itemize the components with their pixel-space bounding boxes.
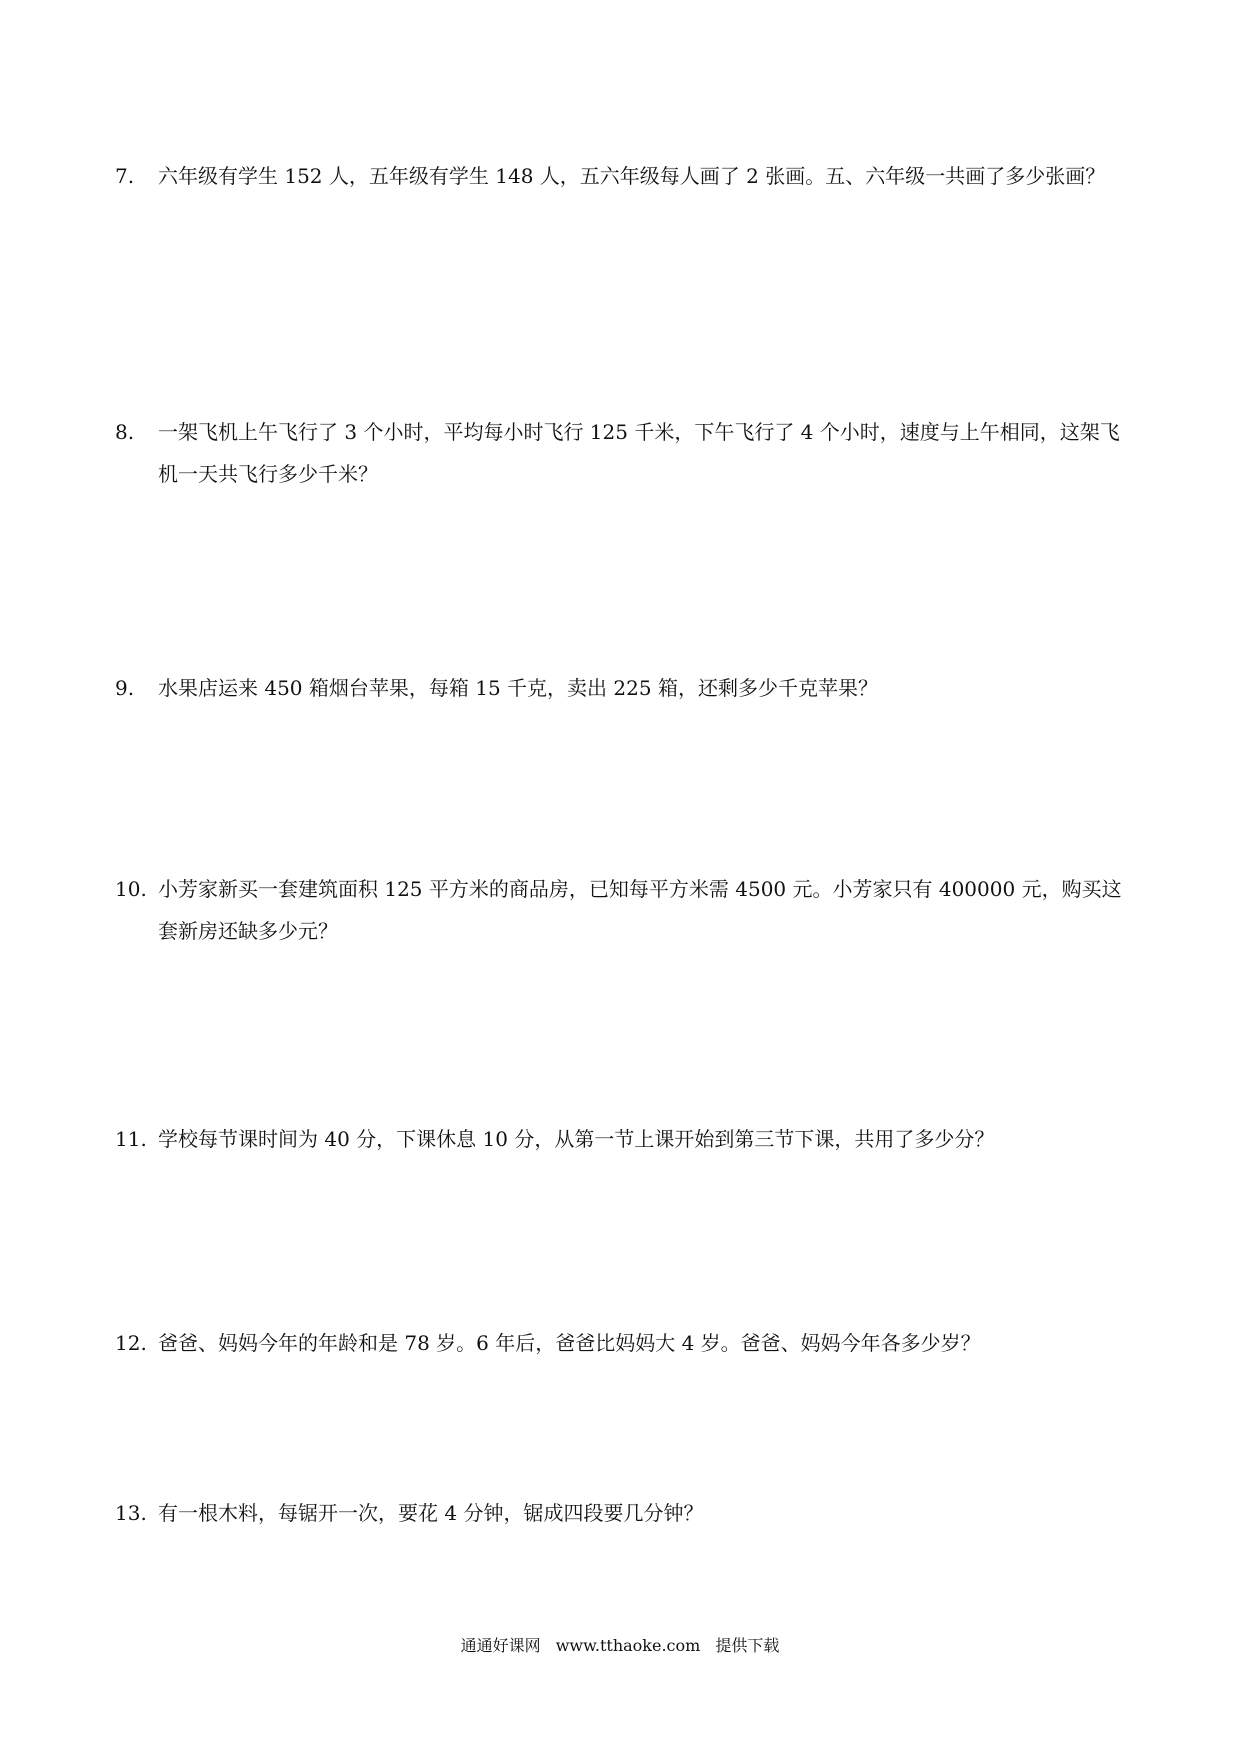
question-text: 六年级有学生 152 人，五年级有学生 148 人，五六年级每人画了 2 张画。五、六年级一共画了多少张画？ (158, 164, 1106, 188)
footer-suffix: 提供下载 (715, 1636, 780, 1655)
question-number: 11. (115, 1127, 147, 1151)
page-footer (0, 1634, 1240, 1658)
footer-url: www.tthaoke.com (555, 1636, 701, 1655)
question-text: 小芳家新买一套建筑面积 125 平方米的商品房，已知每平方米需 4500 元。小芳家只有 400000 元，购买这套新房还缺多少元？ (158, 877, 1122, 943)
question-text: 水果店运来 450 箱烟台苹果，每箱 15 千克，卖出 225 箱，还剩多少千克苹果？ (158, 676, 878, 700)
question-number: 13. (115, 1501, 147, 1525)
question-number: 9. (115, 676, 135, 700)
question-10 (115, 868, 1135, 952)
question-text: 爸爸、妈妈今年的年龄和是 78 岁。6 年后，爸爸比妈妈大 4 岁。爸爸、妈妈今年各多少岁？ (158, 1331, 981, 1355)
question-text: 有一根木料，每锯开一次，要花 4 分钟，锯成四段要几分钟？ (158, 1501, 704, 1525)
question-number: 10. (115, 877, 147, 901)
question-number: 8. (115, 420, 135, 444)
question-11 (115, 1118, 1135, 1160)
question-text: 学校每节课时间为 40 分，下课休息 10 分，从第一节上课开始到第三节下课，共用了多少分？ (158, 1127, 995, 1151)
question-8 (115, 411, 1135, 495)
question-number: 12. (115, 1331, 147, 1355)
question-13 (115, 1492, 1135, 1534)
footer-site-name: 通通好课网 (460, 1636, 541, 1655)
question-text: 一架飞机上午飞行了 3 个小时，平均每小时飞行 125 千米，下午飞行了 4 个小时，速度与上午相同，这架飞机一天共飞行多少千米？ (158, 420, 1120, 486)
question-12 (115, 1322, 1135, 1364)
question-7 (115, 155, 1135, 197)
question-number: 7. (115, 164, 135, 188)
question-9 (115, 667, 1135, 709)
